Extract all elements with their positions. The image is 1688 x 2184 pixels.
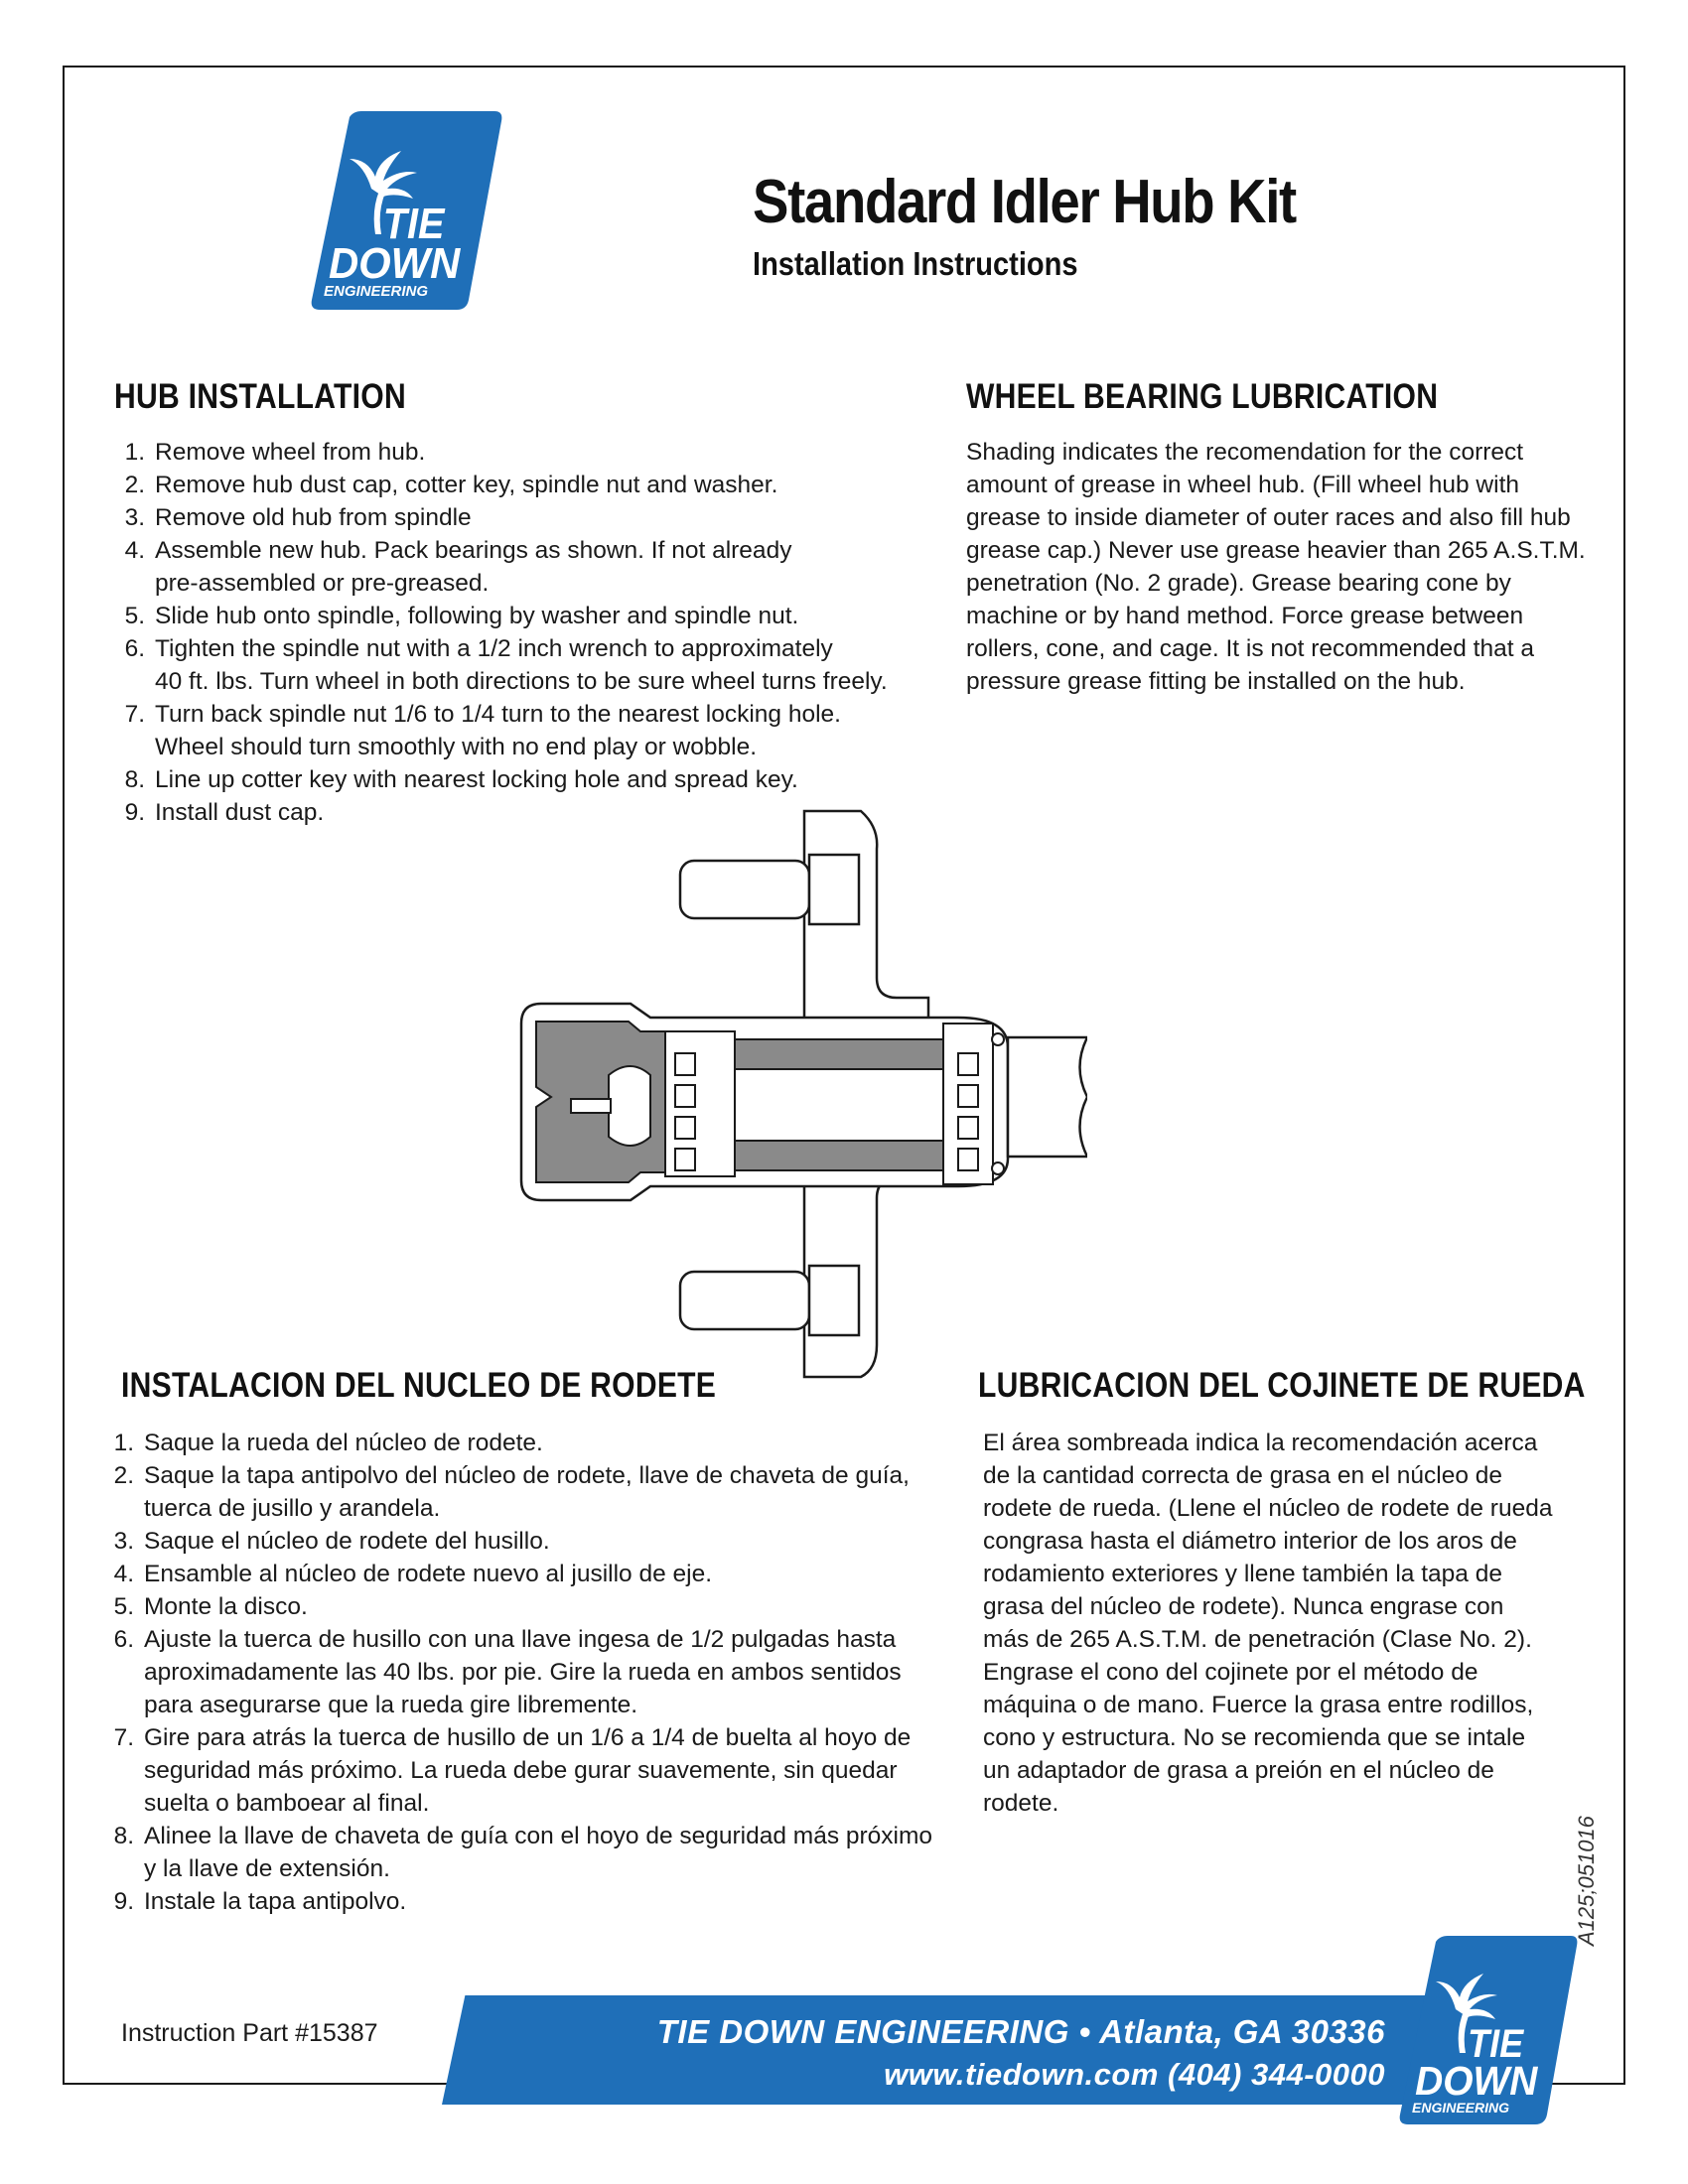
wheel-bearing-lubrication-heading: WHEEL BEARING LUBRICATION bbox=[966, 377, 1439, 416]
list-item: 5. Slide hub onto spindle, following by washer and spindle nut. bbox=[124, 603, 799, 629]
logo-word-down: DOWN bbox=[329, 239, 461, 289]
footer-contact-line: www.tiedown.com (404) 344-0000 bbox=[884, 2057, 1385, 2092]
tie-down-logo-top bbox=[310, 111, 503, 310]
list-item: 1. Remove wheel from hub. bbox=[124, 439, 426, 466]
list-item: 3. Remove old hub from spindle bbox=[124, 504, 472, 531]
hub-assembly-diagram bbox=[492, 809, 1087, 1390]
list-item: 7. Gire para atrás la tuerca de husillo de un 1/6 a 1/4 de buelta al hoyo de seguridad más próximo. La rueda debe gurar suavemente, sin quedar suelta o bamboear al final. bbox=[113, 1724, 912, 1817]
lubricacion-heading: LUBRICACION DEL COJINETE DE RUEDA bbox=[978, 1366, 1586, 1405]
logo-word-tie: TIE bbox=[1468, 2022, 1524, 2067]
list-item: 3. Saque el núcleo de rodete del husillo. bbox=[113, 1528, 550, 1555]
footer-company-line: TIE DOWN ENGINEERING • Atlanta, GA 30336 bbox=[656, 2013, 1385, 2050]
list-item: 2. Remove hub dust cap, cotter key, spindle nut and washer. bbox=[124, 472, 778, 498]
hub-installation-steps bbox=[117, 436, 931, 829]
list-item: 9. Install dust cap. bbox=[124, 799, 325, 826]
page-title: Standard Idler Hub Kit bbox=[753, 168, 1296, 236]
list-item: 9. Instale la tapa antipolvo. bbox=[113, 1888, 407, 1915]
list-item: 4. Ensamble al núcleo de rodete nuevo al jusillo de eje. bbox=[113, 1561, 713, 1587]
hub-installation-heading: HUB INSTALLATION bbox=[114, 377, 406, 416]
list-item: 8. Alinee la llave de chaveta de guía con el hoyo de seguridad más próximo y la llave de extensión. bbox=[113, 1823, 933, 1882]
list-item: 8. Line up cotter key with nearest locking hole and spread key. bbox=[124, 766, 798, 793]
list-item: 1. Saque la rueda del núcleo de rodete. bbox=[113, 1430, 543, 1456]
logo-word-engineering: ENGINEERING bbox=[1412, 2100, 1510, 2116]
page-subtitle: Installation Instructions bbox=[753, 245, 1078, 282]
lubricacion-text: El área sombreada indica la recomendación acerca de la cantidad correcta de grasa en el núcleo de rodete de rueda. (Llene el núcleo de rodete de rueda congrasa hasta el diámetro interior de los aros de rodamiento exteriores y llene también la tapa de grasa del núcleo de rodete). Nunca engrase con más de 265 A.S.T.M. de penetración (Clase No. 2). Engrase el cono del cojinete por el método de máquina o de mano. Fuerce la grasa entre rodillos, cono y estructura. No se recomienda que se intale un adaptador de grasa a preión en el núcleo de rodete. bbox=[983, 1430, 1553, 1817]
list-item: 6. Tighten the spindle nut with a 1/2 inch wrench to approximately 40 ft. lbs. Turn wheel in both directions to be sure wheel turns freely. bbox=[124, 635, 888, 695]
wheel-bearing-lubrication-text: Shading indicates the recomendation for the correct amount of grease in wheel hub. (Fill wheel hub with grease to inside diameter of outer races and also fill hub grease cap.) Never use grease heavier than 265 A.S.T.M. penetration (No. 2 grade). Grease bearing cone by machine or by hand method. Force grease between rollers, cone, and cage. It is not recommended that a pressure grease fitting be installed on the hub. bbox=[966, 439, 1586, 695]
logo-word-down: DOWN bbox=[1415, 2059, 1538, 2105]
list-item: 2. Saque la tapa antipolvo del núcleo de rodete, llave de chaveta de guía, tuerca de jusillo y arandela. bbox=[113, 1462, 910, 1522]
list-item: 5. Monte la disco. bbox=[113, 1593, 308, 1620]
instalacion-steps bbox=[106, 1427, 970, 1918]
logo-word-engineering: ENGINEERING bbox=[324, 283, 429, 300]
instalacion-heading: INSTALACION DEL NUCLEO DE RODETE bbox=[121, 1366, 717, 1405]
list-item: 6. Ajuste la tuerca de husillo con una llave ingesa de 1/2 pulgadas hasta aproximadamente las 40 lbs. por pie. Gire la rueda en ambos sentidos para asegurarse que la rueda gire libremente. bbox=[113, 1626, 902, 1718]
logo-word-tie: TIE bbox=[382, 199, 445, 248]
title-block bbox=[753, 167, 1369, 283]
list-item: 7. Turn back spindle nut 1/6 to 1/4 turn to the nearest locking hole. Wheel should turn smoothly with no end play or wobble. bbox=[124, 701, 841, 760]
list-item: 4. Assemble new hub. Pack bearings as shown. If not already pre-assembled or pre-greased. bbox=[124, 537, 792, 597]
tie-down-logo-bottom bbox=[1398, 1936, 1579, 2124]
instruction-part-number: Instruction Part #15387 bbox=[121, 2019, 378, 2047]
document-code: A125;051016 bbox=[1574, 1816, 1599, 1946]
